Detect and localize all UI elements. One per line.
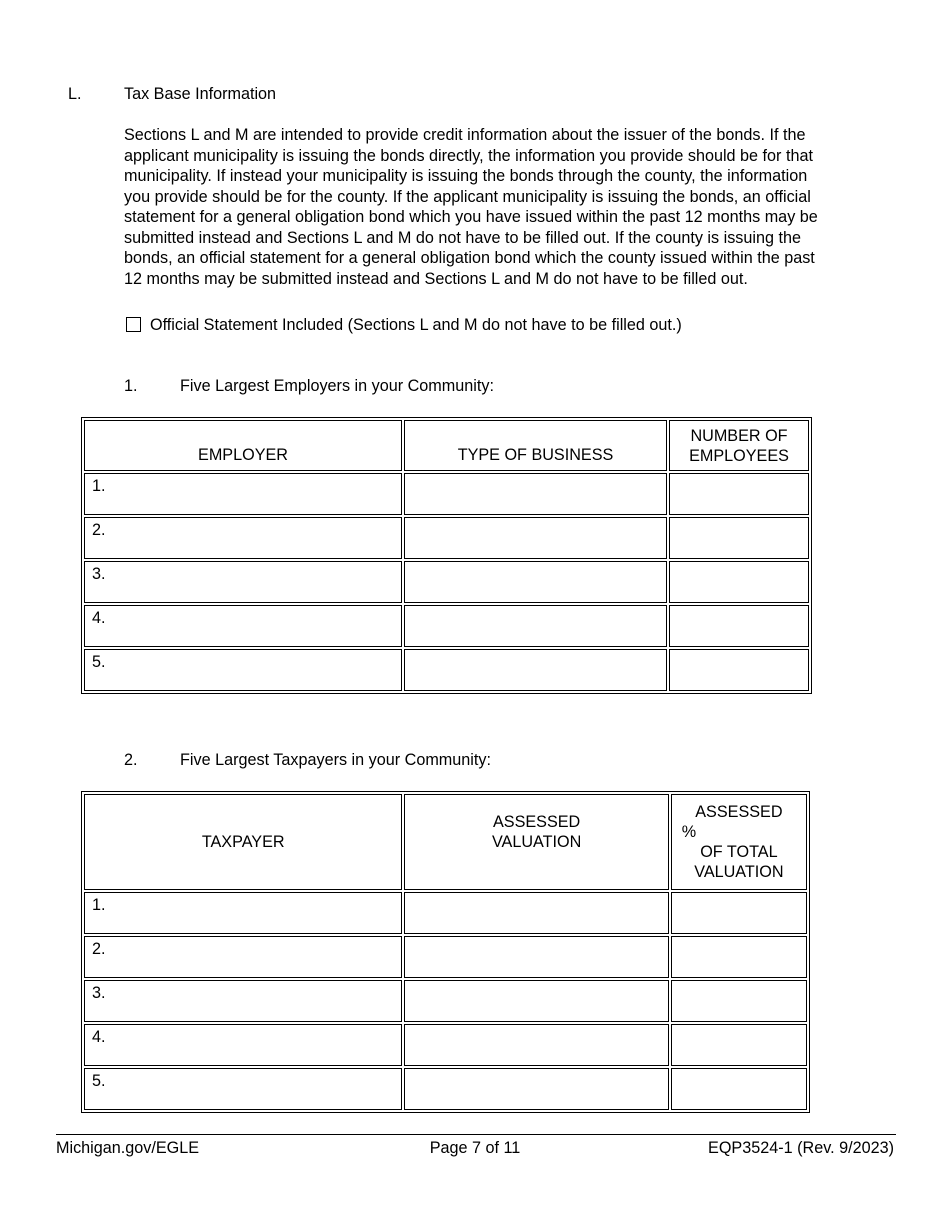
employers-question-number: 1. [124,377,138,395]
assessed-percent-cell[interactable] [671,1024,807,1066]
intro-line: 12 months may be submitted instead and Sections L and M do not have to be filled out. [124,269,748,288]
employers-table [81,417,812,694]
assessed-percent-cell[interactable] [671,892,807,934]
footer-divider [56,1134,896,1135]
type-of-business-cell[interactable] [404,561,667,603]
taxpayer-name-cell[interactable]: 5. [84,1068,402,1110]
employer-name-cell[interactable]: 1. [84,473,402,515]
table-row [84,892,807,934]
table-row [84,517,809,559]
number-of-employees-cell[interactable] [669,561,809,603]
employers-header-row [84,420,809,471]
footer-website: Michigan.gov/EGLE [56,1139,200,1157]
intro-line: bonds, an official statement for a general obligation bond which the county issued within the past [124,249,815,267]
number-of-employees-cell[interactable] [669,517,809,559]
assessed-valuation-cell[interactable] [404,936,668,978]
type-of-business-cell[interactable] [404,473,667,515]
taxpayers-question-heading: Five Largest Taxpayers in your Community: [180,751,491,769]
intro-line: applicant municipality is issuing the bonds directly, the information you provide should be for that [124,146,813,165]
table-row [84,1068,807,1110]
intro-line: Sections L and M are intended to provide credit information about the issuer of the bonds. If the [124,126,806,144]
footer-page-number: Page 7 of 11 [429,1139,521,1157]
assessed-valuation-cell[interactable] [404,980,668,1022]
type-of-business-cell[interactable] [404,605,667,647]
number-of-employees-cell[interactable] [669,473,809,515]
assessed-percent-cell[interactable] [671,980,807,1022]
number-of-employees-cell[interactable] [669,649,809,691]
section-title: Tax Base Information [124,85,277,103]
type-of-business-cell[interactable] [404,649,667,691]
assessed-percent-cell[interactable] [671,936,807,978]
taxpayer-column-header: TAXPAYER [84,794,402,890]
taxpayer-name-cell[interactable]: 4. [84,1024,402,1066]
taxpayers-header-row [84,794,807,890]
official-statement-option[interactable] [126,315,682,336]
employers-question-heading: Five Largest Employers in your Community: [180,377,494,395]
employer-column-header: EMPLOYER [84,420,402,471]
taxpayers-table [81,791,810,1113]
table-row [84,473,809,515]
table-row [84,561,809,603]
official-statement-checkbox[interactable] [126,317,141,332]
table-row [84,936,807,978]
assessed-valuation-cell[interactable] [404,892,668,934]
assessed-valuation-cell[interactable] [404,1068,668,1110]
intro-line: municipality. If instead your municipality is issuing the bonds through the county, the information [124,167,808,185]
assessed-valuation-cell[interactable] [404,1024,668,1066]
taxpayer-name-cell[interactable]: 3. [84,980,402,1022]
official-statement-label: Official Statement Included (Sections L and M do not have to be filled out.) [150,316,682,334]
intro-line: you provide should be for the county. If the applicant municipality is issuing the bonds, an official [124,187,811,206]
employer-name-cell[interactable]: 4. [84,605,402,647]
taxpayer-name-cell[interactable]: 1. [84,892,402,934]
taxpayer-name-cell[interactable]: 2. [84,936,402,978]
number-of-employees-cell[interactable] [669,605,809,647]
table-row [84,605,809,647]
employer-name-cell[interactable]: 3. [84,561,402,603]
employer-name-cell[interactable]: 2. [84,517,402,559]
section-letter: L. [68,85,82,103]
table-row [84,980,807,1022]
type-of-business-cell[interactable] [404,517,667,559]
table-row [84,649,809,691]
footer-form-id: EQP3524-1 (Rev. 9/2023) [708,1139,894,1157]
assessed-percent-column-header: ASSESSED % OF TOTAL VALUATION [671,794,807,890]
intro-line: statement for a general obligation bond which you have issued within the past 12 months may be [124,208,818,226]
employer-name-cell[interactable]: 5. [84,649,402,691]
number-of-employees-column-header: NUMBER OF EMPLOYEES [669,420,809,471]
table-row [84,1024,807,1066]
intro-paragraph [124,125,894,289]
taxpayers-question-number: 2. [124,751,138,769]
type-of-business-column-header: TYPE OF BUSINESS [404,420,667,471]
assessed-percent-cell[interactable] [671,1068,807,1110]
assessed-valuation-column-header: ASSESSED VALUATION [404,794,668,890]
intro-line: submitted instead and Sections L and M do not have to be filled out. If the county is issuing the [124,228,801,247]
